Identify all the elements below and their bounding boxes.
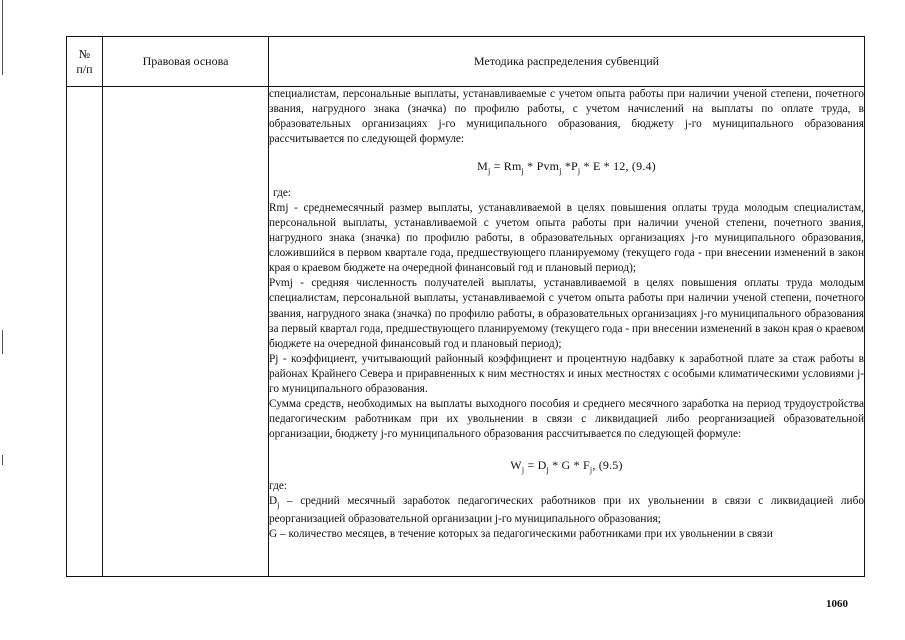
- scan-edge-mark: [2, 455, 3, 465]
- table-row: [67, 87, 865, 577]
- table-header-row: [67, 37, 865, 87]
- definition-pj: Pj - коэффициент, учитывающий районный коэффициент и процентную надбавку к заработной плате за стаж работы в районах Крайнего Севера и приравненных к ним местностях и иных местностях с особыми климатическими условиями j-го муниципального образования.: [269, 352, 864, 395]
- header-methodology: Методика распределения субвенций: [269, 37, 865, 87]
- cell-legal-basis: [103, 87, 269, 577]
- definition-dj: $D_j$ – средний месячный заработок педагогических работников при их увольнении в связи с ликвидацией либо реорганизацией образовательной организации j-го муниципального образования;: [269, 494, 864, 526]
- page-number: 1060: [826, 598, 848, 610]
- severance-paragraph: Сумма средств, необходимых на выплаты выходного пособия и среднего месячного заработка на период трудоустройства педагогическим работникам при их увольнении в связи с ликвидацией либо реорганизацией образовательной организации, бюджету j-го муниципального образования рассчитывается по следующей формуле:: [269, 398, 864, 441]
- intro-paragraph: специалистам, персональные выплаты, устанавливаемые с учетом опыта работы при наличии ученой степени, почетного звания, нагрудного знака (значка) по профилю работы, с учетом начислений на выплаты по оплате труда, в образовательных организациях j-го муниципального образования, бюджету j-го муниципального образования рассчитывается по следующей формуле:: [269, 88, 864, 146]
- definition-g: G – количество месяцев, в течение которых за педагогическими работниками при их увольнении в связи: [269, 528, 773, 541]
- scan-edge-mark: [2, 0, 3, 75]
- cell-number: [67, 87, 103, 577]
- subvention-table: [66, 36, 865, 577]
- definition-rmj: Rmj - среднемесячный размер выплаты, устанавливаемой в целях повышения оплаты труда молодым специалистам, персональной выплаты, устанавливаемой с учетом опыта работы при наличии ученой степени, почетного звания, нагрудного знака (значка) по профилю работы, в образовательных организациях j-го муниципального образования, сложившийся в первом квартале года, предшествующего планируемому (текущего года - при внесении изменений в закон края о краевом бюджете на очередной финансовый год и плановый период);: [269, 201, 864, 275]
- formula-9-5: $W_j = D_j * G * F_j$, (9.5): [510, 458, 623, 475]
- where-label: где:: [273, 186, 291, 199]
- header-number-symbol: №: [78, 46, 91, 61]
- header-legal-basis: Правовая основа: [103, 37, 269, 87]
- header-number-abbrev: п/п: [76, 61, 93, 76]
- header-number: [67, 37, 103, 87]
- cell-methodology: [269, 87, 865, 577]
- definition-pvmj: Pvmj - средняя численность получателей выплаты, устанавливаемой в целях повышения оплаты труда молодым специалистам, персональной выплаты, устанавливаемой с учетом опыта работы при наличии ученой степени, почетного звания, нагрудного знака (значка) по профилю работы, в образовательных организациях j-го муниципального образования за первый квартал года, предшествующего планируемому (текущего года - при внесении изменений в закон края о краевом бюджете на очередной финансовый год и плановый период);: [269, 277, 864, 350]
- where-label: где:: [269, 479, 287, 492]
- scan-edge-mark: [2, 330, 3, 354]
- formula-9-4: $M_j = Rm_j * Pvm_j$ $*P_j$ * E * 12, (9.4): [477, 159, 656, 176]
